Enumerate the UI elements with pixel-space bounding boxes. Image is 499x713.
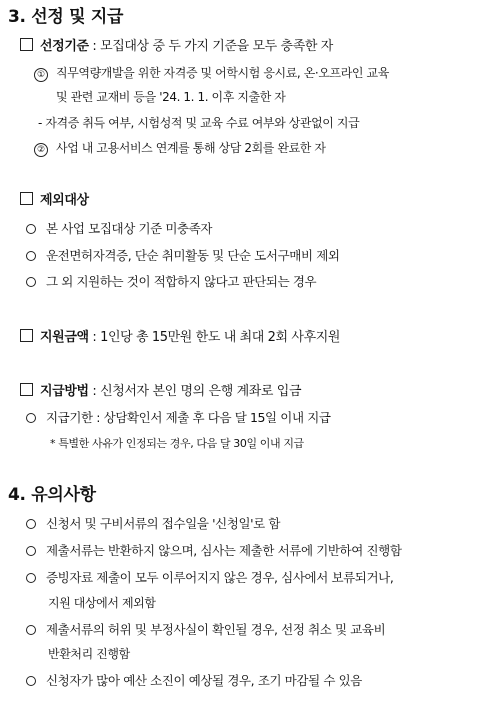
exclusion-item: 본 사업 모집대상 기준 미충족자 bbox=[26, 221, 212, 238]
circle-bullet-icon bbox=[26, 251, 36, 261]
circled-number-2: ② bbox=[34, 143, 48, 157]
circle-bullet-icon bbox=[26, 625, 36, 635]
method-row bbox=[20, 383, 301, 401]
notice-item: 신청서 및 구비서류의 접수일을 '신청일'로 함 bbox=[26, 516, 280, 533]
notice-item: 신청자가 많아 예산 소진이 예상될 경우, 조기 마감될 수 있음 bbox=[26, 673, 362, 690]
checkbox-square-icon bbox=[20, 383, 33, 396]
notice-item: 제출서류는 반환하지 않으며, 심사는 제출한 서류에 기반하여 진행함 bbox=[26, 543, 402, 560]
criteria-item-2 bbox=[34, 140, 326, 157]
circled-number-1: ① bbox=[34, 68, 48, 82]
exclusion-label: 제외대상 bbox=[40, 193, 89, 208]
checkbox-square-icon bbox=[20, 192, 33, 205]
notice-item: 제출서류의 허위 및 부정사실이 확인될 경우, 선정 취소 및 교육비 bbox=[26, 622, 385, 639]
exclusion-item: 그 외 지원하는 것이 적합하지 않다고 판단되는 경우 bbox=[26, 274, 316, 291]
amount-label: 지원금액 bbox=[40, 330, 89, 345]
method-item: 지급기한 : 상담확인서 제출 후 다음 달 15일 이내 지급 bbox=[26, 410, 331, 427]
criteria-text: : 모집대상 중 두 가지 기준을 모두 충족한 자 bbox=[92, 39, 333, 54]
section4-title: 4. 유의사항 bbox=[8, 485, 96, 505]
notice-item-continuation: 반환처리 진행함 bbox=[48, 647, 130, 661]
circle-bullet-icon bbox=[26, 277, 36, 287]
checkbox-square-icon bbox=[20, 329, 33, 342]
circle-bullet-icon bbox=[26, 573, 36, 583]
notice-item: 증빙자료 제출이 모두 이루어지지 않은 경우, 심사에서 보류되거나, bbox=[26, 570, 393, 587]
amount-text: : 1인당 총 15만원 한도 내 최대 2회 사후지원 bbox=[92, 330, 341, 345]
exclusion-item: 운전면허자격증, 단순 취미활동 및 단순 도서구매비 제외 bbox=[26, 248, 340, 265]
circle-bullet-icon bbox=[26, 413, 36, 423]
criteria-item-1-line1: 직무역량개발을 위한 자격증 및 어학시험 응시료, 온·오프라인 교육 bbox=[56, 66, 389, 80]
section3-title: 3. 선정 및 지급 bbox=[8, 7, 124, 27]
exclusion-row bbox=[20, 192, 89, 210]
method-label: 지급방법 bbox=[40, 384, 89, 399]
circle-bullet-icon bbox=[26, 676, 36, 686]
circle-bullet-icon bbox=[26, 224, 36, 234]
criteria-item-1-line2: 및 관련 교재비 등을 '24. 1. 1. 이후 지출한 자 bbox=[56, 90, 286, 104]
notice-item-continuation: 지원 대상에서 제외함 bbox=[48, 596, 156, 610]
amount-row bbox=[20, 329, 340, 347]
criteria-row bbox=[20, 38, 333, 56]
criteria-label: 선정기준 bbox=[40, 39, 89, 54]
circle-bullet-icon bbox=[26, 519, 36, 529]
method-note: * 특별한 사유가 인정되는 경우, 다음 달 30일 이내 지급 bbox=[50, 437, 304, 450]
circle-bullet-icon bbox=[26, 546, 36, 556]
criteria-item-1 bbox=[34, 65, 389, 82]
checkbox-square-icon bbox=[20, 38, 33, 51]
criteria-item-2-text: 사업 내 고용서비스 연계를 통해 상담 2회를 완료한 자 bbox=[56, 141, 326, 155]
criteria-item-1-note: - 자격증 취득 여부, 시험성적 및 교육 수료 여부와 상관없이 지급 bbox=[38, 116, 360, 130]
method-text: : 신청서자 본인 명의 은행 계좌로 입금 bbox=[92, 384, 302, 399]
